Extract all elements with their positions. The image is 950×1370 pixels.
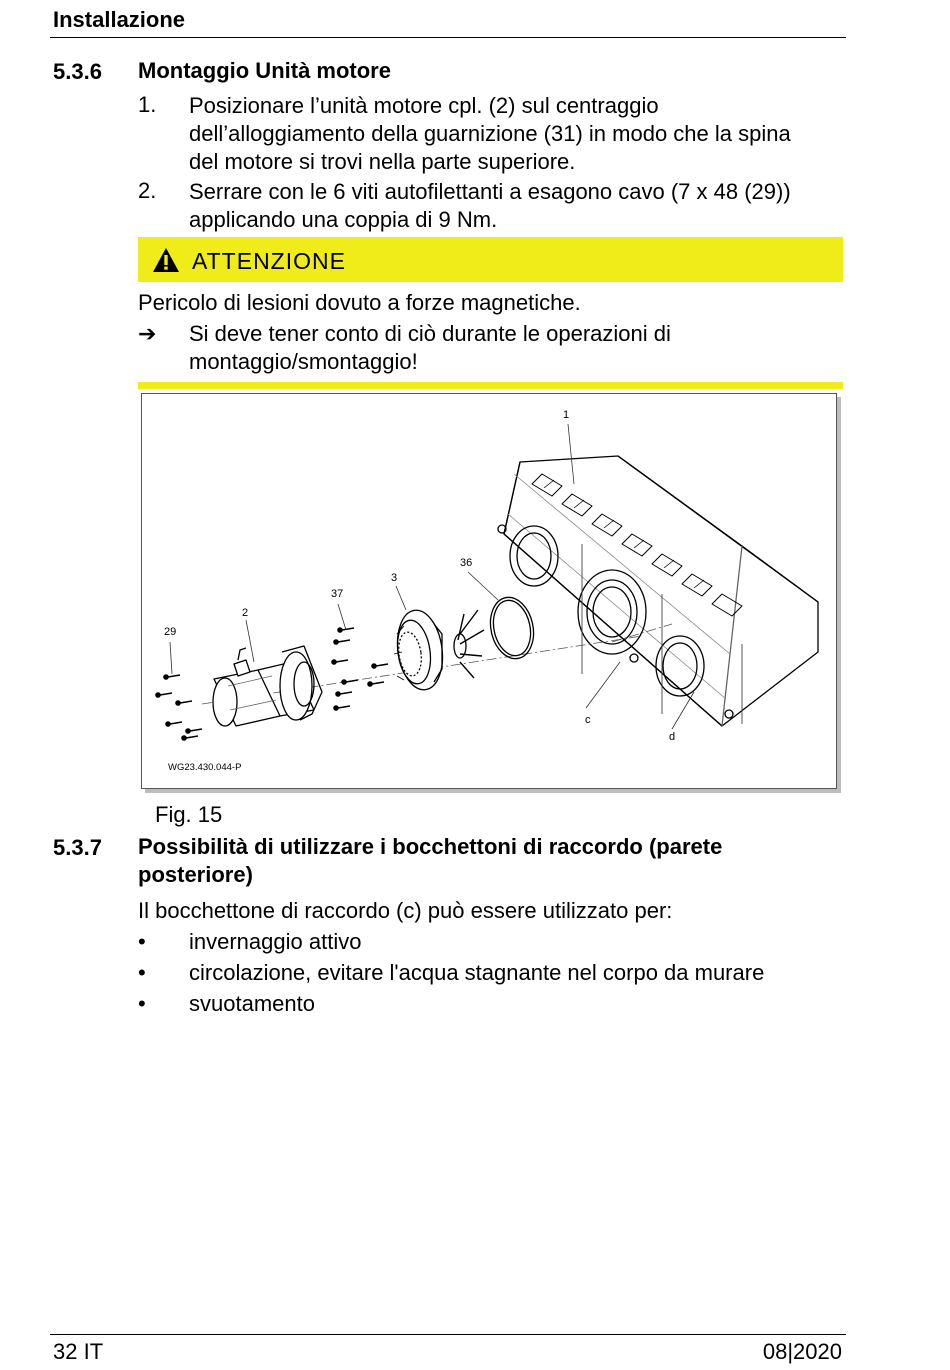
warning-bottom-bar [138, 382, 843, 389]
callout-2: 2 [242, 607, 249, 619]
footer-rule [50, 1334, 846, 1335]
impeller-drawing [454, 610, 484, 678]
nozzle-body-drawing [393, 607, 448, 692]
section-number: 5.3.6 [53, 59, 102, 84]
warning-text: Pericolo di lesioni dovuto a forze magnetiche. [138, 290, 581, 315]
page-number: 32 IT [53, 1339, 104, 1364]
figure-caption: Fig. 15 [155, 802, 223, 827]
warning-title: ATTENZIONE [192, 248, 346, 274]
bullet-text: circolazione, evitare l'acqua stagnante nel corpo da murare [189, 960, 765, 985]
screws-37-drawing [332, 628, 388, 710]
callout-1: 1 [563, 409, 570, 421]
callout-37: 37 [331, 588, 344, 600]
figure-drawing [141, 393, 837, 789]
step-number: 1. [138, 92, 157, 117]
screws-29-drawing [156, 675, 202, 740]
running-header: Installazione [53, 7, 186, 32]
section-number: 5.3.7 [53, 835, 102, 860]
bullet-icon: • [138, 929, 146, 954]
callout-36: 36 [460, 557, 473, 569]
section-title: Possibilità di utilizzare i bocchettoni di raccordo (parete posteriore) [138, 834, 723, 887]
section-intro: Il bocchettone di raccordo (c) può essere utilizzato per: [138, 898, 673, 923]
bullet-text: invernaggio attivo [189, 929, 362, 954]
callout-3: 3 [391, 572, 398, 584]
bullet-icon: • [138, 960, 146, 985]
o-ring-drawing [485, 593, 539, 662]
warning-action: Si deve tener conto di ciò durante le operazioni di montaggio/smontaggio! [189, 321, 671, 374]
bullet-icon: • [138, 991, 146, 1016]
motor-unit-drawing [213, 646, 322, 726]
arrow-icon: ➔ [138, 321, 157, 346]
step-text: Serrare con le 6 viti autofilettanti a esagono cavo (7 x 48 (29)) applicando una coppia di 9 Nm. [189, 179, 791, 232]
footer-date: 08|2020 [762, 1339, 842, 1364]
bullet-text: svuotamento [189, 991, 315, 1016]
housing-drawing [498, 456, 818, 726]
exploded-view-drawing [142, 394, 836, 788]
callout-29: 29 [164, 626, 177, 638]
step-text: Posizionare l’unità motore cpl. (2) sul centraggio dell’alloggiamento della guarnizione (31) in modo che la spina del motore si trovi nella parte superiore. [189, 93, 791, 174]
step-number: 2. [138, 178, 157, 203]
section-title: Montaggio Unità motore [138, 58, 391, 83]
warning-triangle-icon [152, 247, 180, 278]
header-rule [50, 37, 846, 38]
drawing-code: WG23.430.044-P [168, 762, 242, 773]
callout-d: d [669, 731, 676, 743]
callout-c: c [585, 714, 591, 726]
